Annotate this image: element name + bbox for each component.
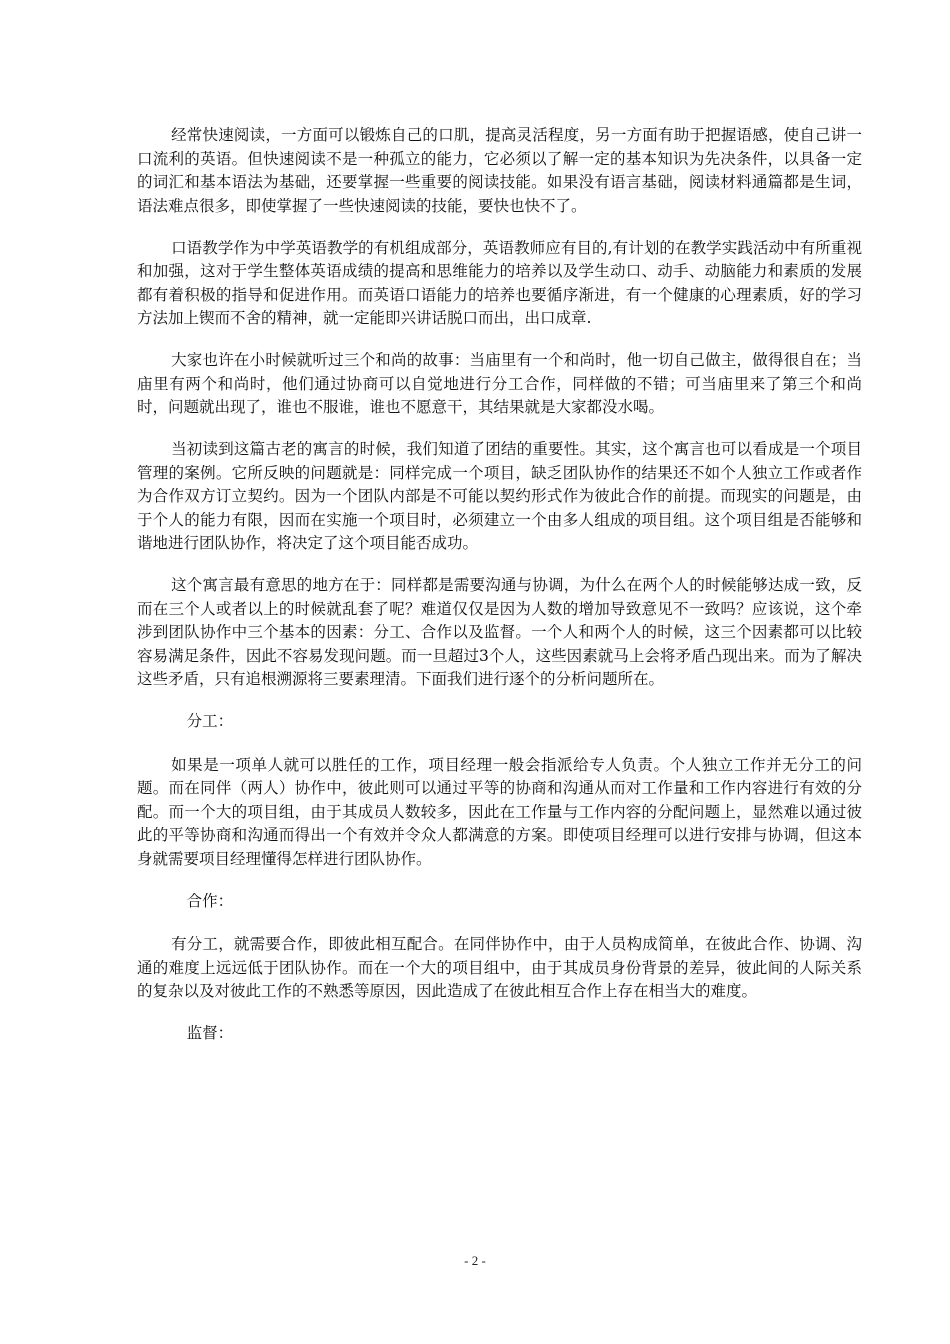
paragraph-oral-teaching: 口语教学作为中学英语教学的有机组成部分，英语教师应有目的,有计划的在教学实践活动中有所重视和加强，这对于学生整体英语成绩的提高和思维能力的培养以及学生动口、动手、动脑能力和素质的发展都有着积极的指导和促进作用。而英语口语能力的培养也要循序渐进，有一个健康的心理素质，好的学习方法加上锲而不舍的精神，就一定能即兴讲话脱口而出，出口成章. (137, 238, 862, 327)
heading-supervision: 监督： (186, 1024, 234, 1042)
paragraph-three-factors: 这个寓言最有意思的地方在于：同样都是需要沟通与协调，为什么在两个人的时候能够达成一致，反而在三个人或者以上的时候就乱套了呢？难道仅仅是因为人数的增加导致意见不一致吗？应该说，这个牵涉到团队协作中三个基本的因素：分工、合作以及监督。一个人和两个人的时候，这三个因素都可以比较容易满足条件，因此不容易发现问题。而一旦超过3个人，这些因素就马上会将矛盾凸现出来。而为了解决这些矛盾，只有追根溯源将三要素理清。下面我们进行逐个的分析问题所在。 (137, 576, 862, 688)
paragraph-division-of-labor: 如果是一项单人就可以胜任的工作，项目经理一般会指派给专人负责。个人独立工作并无分工的问题。而在同伴（两人）协作中，彼此则可以通过平等的协商和沟通从而对工作量和工作内容进行有效的分配。而一个大的项目组，由于其成员人数较多，因此在工作量与工作内容的分配问题上，显然难以通过彼此的平等协商和沟通而得出一个有效并令众人都满意的方案。即使项目经理可以进行安排与协调，但这本身就需要项目经理懂得怎样进行团队协作。 (137, 755, 862, 868)
paragraph-three-monks-story: 大家也许在小时候就听过三个和尚的故事：当庙里有一个和尚时，他一切自己做主，做得很自在；当庙里有两个和尚时，他们通过协商可以自觉地进行分工合作，同样做的不错；可当庙里来了第三个和尚时，问题就出现了，谁也不服谁，谁也不愿意干，其结果就是大家都没水喝。 (137, 351, 862, 416)
paragraph-cooperation: 有分工，就需要合作，即彼此相互配合。在同伴协作中，由于人员构成简单，在彼此合作、协调、沟通的难度上远远低于团队协作。而在一个大的项目组中，由于其成员身份背景的差异，彼此间的人际关系的复杂以及对彼此工作的不熟悉等原因，因此造成了在彼此相互合作上存在相当大的难度。 (137, 935, 862, 1000)
document-body (137, 124, 862, 1066)
heading-division-of-labor: 分工： (186, 712, 234, 730)
paragraph-fast-reading: 经常快速阅读，一方面可以锻炼自己的口肌，提高灵活程度，另一方面有助于把握语感，使自己讲一口流利的英语。但快速阅读不是一种孤立的能力，它必须以了解一定的基本知识为先决条件，以具备一定的词汇和基本语法为基础，还要掌握一些重要的阅读技能。如果没有语言基础，阅读材料通篇都是生词，语法难点很多，即使掌握了一些快速阅读的技能，要快也快不了。 (137, 126, 862, 215)
page-number: - 2 - (464, 1253, 486, 1268)
heading-cooperation: 合作： (186, 891, 234, 910)
paragraph-teamwork-importance: 当初读到这篇古老的寓言的时候，我们知道了团结的重要性。其实，这个寓言也可以看成是一个项目管理的案例。它所反映的问题就是：同样完成一个项目，缺乏团队协作的结果还不如个人独立工作或者作为合作双方订立契约。因为一个团队内部是不可能以契约形式作为彼此合作的前提。而现实的问题是，由于个人的能力有限，因而在实施一个项目时，必须建立一个由多人组成的项目组。这个项目组是否能够和谐地进行团队协作，将决定了这个项目能否成功。 (137, 440, 862, 552)
